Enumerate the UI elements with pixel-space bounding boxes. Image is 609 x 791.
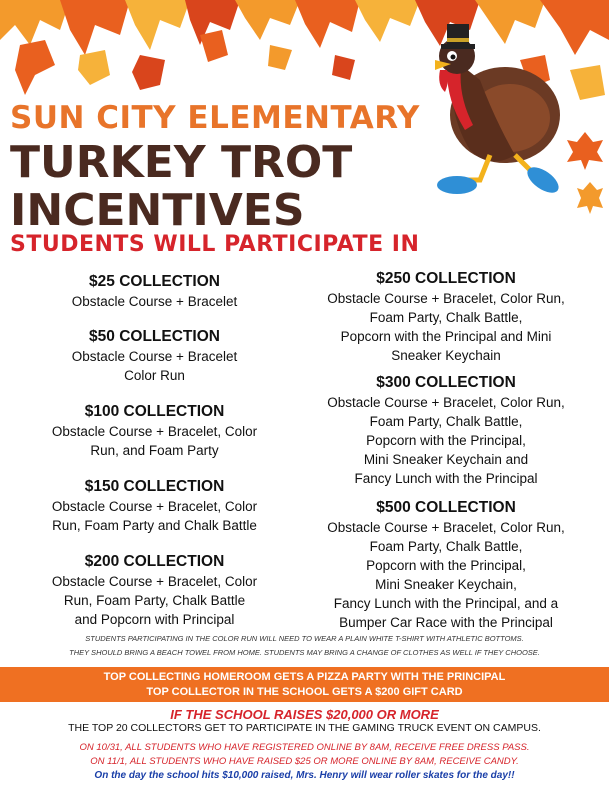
tier-title: $200 COLLECTION — [84, 553, 225, 570]
tier-description: Obstacle Course + Bracelet, Color Run, Foam Party, Chalk Battle and Popcorn with Principal — [51, 574, 258, 627]
candy-text: ON 11/1, ALL STUDENTS WHO HAVE RAISED $25 OR MORE ONLINE BY 8AM, RECEIVE CANDY. — [90, 756, 519, 767]
leaf-icon — [15, 40, 55, 95]
event-title-line2: INCENTIVES — [10, 185, 305, 236]
leaf-icon — [78, 50, 110, 85]
gaming-truck-text: THE TOP 20 COLLECTORS GET TO PARTICIPATE IN THE GAMING TRUCK EVENT ON CAMPUS. — [68, 722, 541, 734]
leaf-icon — [332, 55, 355, 80]
color-run-note-2: THEY SHOULD BRING A BEACH TOWEL FROM HOME. STUDENTS MAY BRING A CHANGE OF CLOTHES AS WELL IF THEY CHOOSE. — [69, 648, 540, 657]
leaf-icon — [235, 0, 300, 40]
leaf-icon — [295, 0, 360, 48]
tier-title: $50 COLLECTION — [89, 328, 220, 345]
event-title-line1: TURKEY TROT — [10, 137, 353, 188]
tier-description: Obstacle Course + Bracelet Color Run — [71, 349, 238, 383]
tier-description: Obstacle Course + Bracelet, Color Run, Foam Party, Chalk Battle, Popcorn with the Principal, Mini Sneaker Keychain and Fancy Lunch with the Principal — [327, 395, 565, 486]
tier-25 — [32, 272, 277, 311]
school-name: SUN CITY ELEMENTARY — [10, 100, 420, 136]
tier-title: $25 COLLECTION — [89, 273, 220, 290]
tier-description: Obstacle Course + Bracelet — [71, 294, 238, 309]
leaf-icon — [565, 130, 605, 170]
leaf-icon — [575, 180, 605, 214]
color-run-note-1: STUDENTS PARTICIPATING IN THE COLOR RUN WILL NEED TO WEAR A PLAIN WHITE T-SHIRT WITH ATHLETIC BOTTOMS. — [85, 634, 524, 643]
tier-50 — [32, 327, 277, 385]
leaf-icon — [268, 45, 292, 70]
tier-100 — [32, 402, 277, 460]
leaf-icon — [570, 65, 605, 100]
tier-title: $250 COLLECTION — [376, 270, 516, 287]
roller-skates-text: On the day the school hits $10,000 raised, Mrs. Henry will wear roller skates for the day!! — [94, 770, 515, 781]
goal-heading: IF THE SCHOOL RAISES $20,000 OR MORE — [170, 707, 439, 722]
dress-pass-text: ON 10/31, ALL STUDENTS WHO HAVE REGISTERED ONLINE BY 8AM, RECEIVE FREE DRESS PASS. — [79, 742, 530, 753]
banner-line-top-collector: TOP COLLECTOR IN THE SCHOOL GETS A $200 GIFT CARD — [146, 686, 463, 698]
participate-subtitle: STUDENTS WILL PARTICIPATE IN — [10, 232, 420, 257]
tier-200 — [32, 552, 277, 629]
tier-title: $150 COLLECTION — [84, 478, 225, 495]
tier-description: Obstacle Course + Bracelet, Color Run, Foam Party, Chalk Battle, Popcorn with the Principal, Mini Sneaker Keychain, Fancy Lunch with the Principal, and a Bumper Car Race with the Principal — [327, 520, 565, 630]
tier-description: Obstacle Course + Bracelet, Color Run, Foam Party, Chalk Battle, Popcorn with the Principal and Mini Sneaker Keychain — [327, 291, 565, 363]
banner-line-homeroom: TOP COLLECTING HOMEROOM GETS A PIZZA PARTY WITH THE PRINCIPAL — [103, 671, 506, 683]
tier-title: $500 COLLECTION — [376, 499, 516, 516]
tier-300 — [322, 373, 570, 488]
tier-500 — [322, 498, 570, 632]
tier-title: $300 COLLECTION — [376, 374, 516, 391]
leaf-icon — [125, 0, 190, 50]
leaf-icon — [0, 0, 70, 45]
leaf-icon — [200, 30, 228, 62]
tier-description: Obstacle Course + Bracelet, Color Run, and Foam Party — [51, 424, 258, 458]
leaf-icon — [132, 55, 165, 90]
tier-title: $100 COLLECTION — [84, 403, 225, 420]
prize-banner — [0, 667, 609, 702]
tier-description: Obstacle Course + Bracelet, Color Run, Foam Party and Chalk Battle — [51, 499, 258, 533]
tier-150 — [32, 477, 277, 535]
tier-250 — [322, 269, 570, 365]
leaf-icon — [60, 0, 130, 55]
